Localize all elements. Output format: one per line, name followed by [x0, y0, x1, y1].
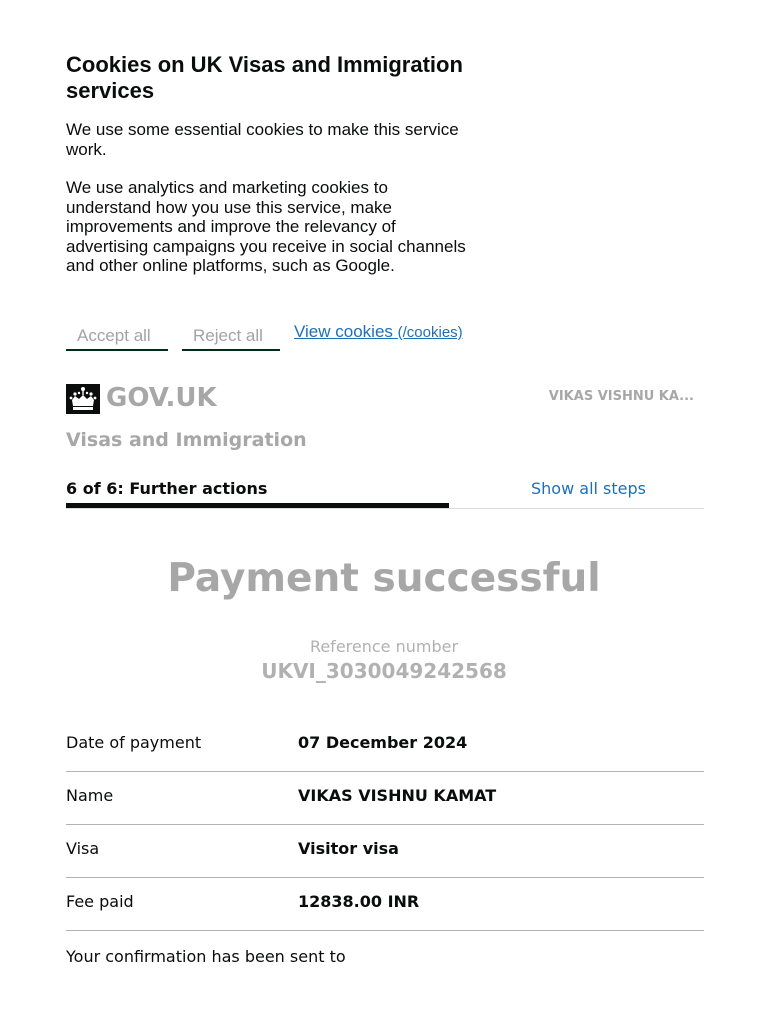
- govuk-logo-text: GOV.UK: [106, 383, 217, 413]
- summary-row: [66, 825, 704, 878]
- reference-number-value: UKVI_3030049242568: [261, 659, 507, 683]
- current-step-label: 6 of 6: Further actions: [66, 479, 268, 498]
- cookie-banner-actions: [66, 318, 463, 352]
- cookie-banner-analytics-text: We use analytics and marketing cookies to understand how you use this service, make improvements and improve the relevancy of advertising campaigns you receive in social channels and other online platforms, such as Google.: [66, 178, 466, 275]
- summary-value: VIKAS VISHNU KAMAT: [298, 786, 497, 805]
- view-cookies-link[interactable]: [294, 322, 463, 342]
- step-navigation: [66, 478, 704, 509]
- crown-icon: [66, 384, 100, 414]
- service-name: Visas and Immigration: [66, 429, 307, 451]
- summary-key: Date of payment: [66, 733, 202, 752]
- cookie-banner-essential-text: We use some essential cookies to make this service work.: [66, 120, 459, 159]
- confirmation-sent-text: Your confirmation has been sent to: [66, 947, 346, 966]
- show-all-steps-link[interactable]: Show all steps: [531, 479, 646, 498]
- summary-value: 12838.00 INR: [298, 892, 420, 911]
- summary-key: Fee paid: [66, 892, 134, 911]
- summary-value: Visitor visa: [298, 839, 399, 858]
- view-cookies-label: View cookies: [294, 322, 393, 341]
- summary-row: [66, 772, 704, 825]
- reject-all-cookies-button[interactable]: Reject all: [182, 318, 280, 351]
- step-progress-bar: [66, 503, 449, 508]
- govuk-header: [66, 382, 704, 416]
- reference-number-label: Reference number: [309, 637, 459, 656]
- summary-key: Name: [66, 786, 114, 805]
- accept-all-cookies-button[interactable]: Accept all: [66, 318, 168, 351]
- view-cookies-path: (/cookies): [397, 324, 463, 341]
- page-title: Payment successful: [167, 556, 601, 601]
- cookie-banner: [66, 52, 466, 276]
- summary-row: [66, 719, 704, 772]
- cookie-banner-title: Cookies on UK Visas and Immigration services: [66, 52, 463, 103]
- account-name-link[interactable]: VIKAS VISHNU KA...: [548, 389, 694, 404]
- summary-value: 07 December 2024: [298, 733, 468, 752]
- payment-summary-list: [66, 719, 704, 931]
- summary-row: [66, 878, 704, 931]
- summary-key: Visa: [66, 839, 100, 858]
